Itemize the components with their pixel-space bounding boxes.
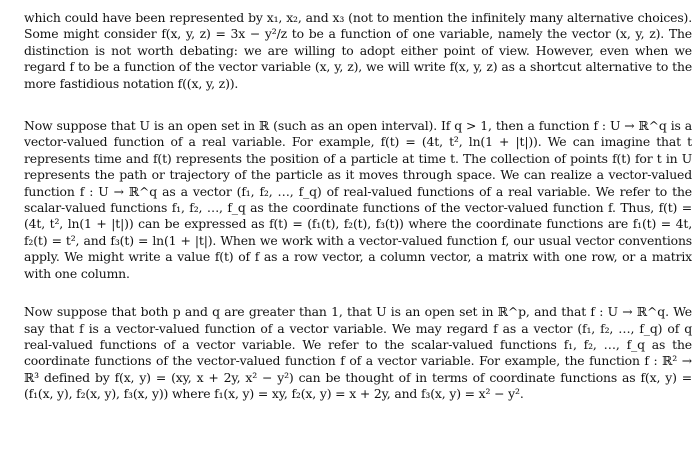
paragraph-3: Now suppose that both p and q are greater than 1, that U is an open set in ℝ^p, and that f : U → ℝ^q. We say that f is a vector-valued function of a vector variable. We may regard f as a vector (f₁, f₂, …, f_q) of q real-valued functions of a vector variable. We refer to the scalar-valued functions f₁, f₂, …, f_q as the coordinate functions of the vector-valued function f of a vector variable. For example, the function f : ℝ² → ℝ³ defined by f(x, y) = (xy, x + 2y, x² − y²) can be thought of in terms of coordinate functions as f(x, y) = (f₁(x, y), f₂(x, y), f₃(x, y)) where f₁(x, y) = xy, f₂(x, y) = x + 2y, and f₃(x, y) = x² − y². bbox=[24, 304, 692, 402]
paragraph-2: Now suppose that U is an open set in ℝ (such as an open interval). If q > 1, then a function f : U → ℝ^q is a vector-valued function of a real variable. For example, f(t) = (4t, t², ln(1 + |t|)). We can imagine that t represents time and f(t) represents the position of a particle at time t. The collection of points f(t) for t in U represents the path or trajectory of the particle as it moves through space. We can realize a vector-valued function f : U → ℝ^q as a vector (f₁, f₂, …, f_q) of real-valued functions of a real variable. We refer to the scalar-valued functions f₁, f₂, …, f_q as the coordinate functions of the vector-valued function f. Thus, f(t) = (4t, t², ln(1 + |t|)) can be expressed as f(t) = (f₁(t), f₂(t), f₃(t)) where the coordinate functions are f₁(t) = 4t, f₂(t) = t², and f₃(t) = ln(1 + |t|). When we work with a vector-valued function f, our usual vector conventions apply. We might write a value f(t) of f as a row vector, a column vector, a matrix with one row, or a matrix with one column. bbox=[24, 118, 692, 281]
paragraph-1: which could have been represented by x₁, x₂, and x₃ (not to mention the infinitely many alternative choices). Some might consider f(x, y, z) = 3x − y²/z to be a function of one variable, namely the vector (x, y, z). The distinction is not worth debating: we are willing to adopt either point of view. However, even when we regard f to be a function of the vector variable (x, y, z), we will write f(x, y, z) as a shortcut alternative to the more fastidious notation f((x, y, z)). bbox=[24, 10, 692, 91]
